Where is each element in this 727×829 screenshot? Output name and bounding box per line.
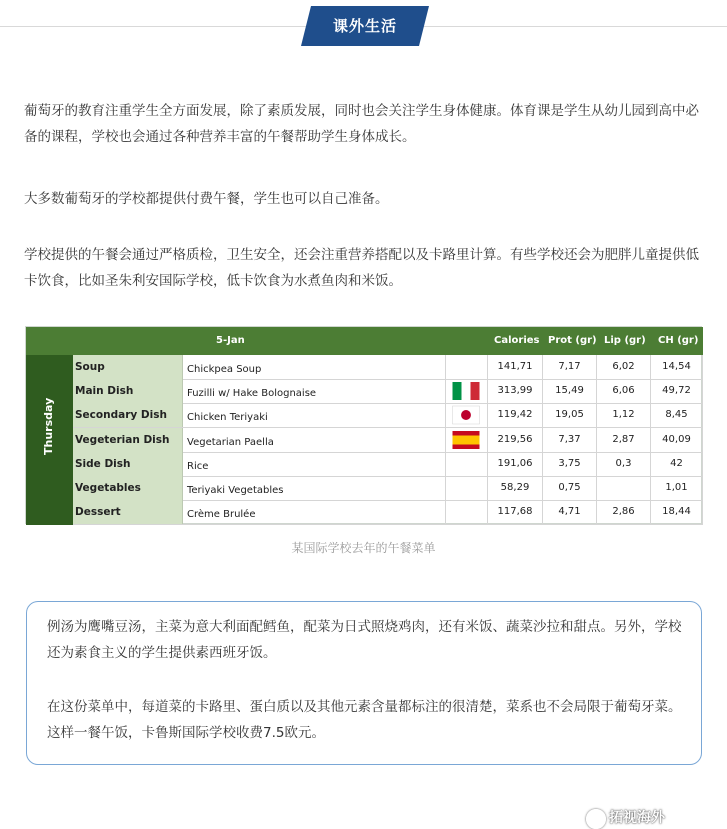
menu-value: 7,17 [543,355,597,379]
menu-row [73,500,703,525]
menu-value: 219,56 [488,428,543,452]
col-lipids: Lip (gr) [604,335,646,346]
menu-value: 313,99 [488,379,543,403]
menu-value: 6,02 [597,355,651,379]
menu-dish: Chickpea Soup [187,364,262,375]
paragraph-2: 大多数葡萄牙的学校都提供付费午餐，学生也可以自己准备。 [24,191,389,207]
flag-cell [445,428,488,452]
flag-cell [445,379,488,403]
menu-value: 3,75 [543,452,597,476]
menu-value: 141,71 [488,355,543,379]
menu-caption: 某国际学校去年的午餐菜单 [291,541,436,555]
section-header [0,6,727,46]
menu-value: 2,86 [597,500,651,524]
watermark: 拓视海外 [609,810,665,826]
menu-value [597,476,651,500]
menu-value: 42 [651,452,703,476]
flag-cell [445,355,488,379]
menu-category: Vegetables [73,476,183,500]
day-column [26,355,73,525]
flag-cell [445,476,488,500]
menu-value: 191,06 [488,452,543,476]
menu-value: 40,09 [651,428,703,452]
col-protein: Prot (gr) [548,335,597,346]
menu-value: 0,75 [543,476,597,500]
menu-value: 15,49 [543,379,597,403]
menu-category: Soup [73,355,183,379]
menu-dish: Chicken Teriyaki [187,412,268,424]
menu-header-row [26,327,703,355]
menu-value: 8,45 [651,403,703,427]
note-box [26,601,702,765]
section-title: 课外生活 [332,17,397,35]
menu-value: 119,42 [488,403,543,427]
flag-cell [445,403,488,427]
menu-category: Side Dish [73,452,183,476]
menu-row [73,428,703,453]
menu-value: 7,37 [543,428,597,452]
menu-row [73,355,703,380]
menu-value: 14,54 [651,355,703,379]
menu-row [73,403,703,428]
menu-row [73,452,703,477]
note-paragraph-2: 在这份菜单中，每道菜的卡路里、蛋白质以及其他元素含量都标注的很清楚，菜系也不会局限于葡萄牙菜。这样一餐午饭，卡鲁斯国际学校收费7.5欧元。 [47,699,682,741]
menu-value: 1,01 [651,476,703,500]
day-label: Thursday [42,397,55,455]
col-carbs: CH (gr) [658,335,699,346]
menu-value: 58,29 [488,476,543,500]
menu-value: 18,44 [651,500,703,524]
menu-dish: Crème Brulée [187,509,256,521]
menu-category: Secondary Dish [73,403,183,427]
menu-dish: Rice [187,460,209,472]
menu-dish: Fuzilli w/ Hake Bolognaise [187,388,317,400]
menu-category: Vegeterian Dish [73,428,183,452]
menu-value: 49,72 [651,379,703,403]
menu-value: 6,06 [597,379,651,403]
paragraph-1: 葡萄牙的教育注重学生全方面发展，除了素质发展，同时也会关注学生身体健康。体育课是学生从幼儿园到高中必备的课程，学校也会通过各种营养丰富的午餐帮助学生身体成长。 [24,103,699,145]
menu-value: 2,87 [597,428,651,452]
menu-value: 1,12 [597,403,651,427]
menu-value: 4,71 [543,500,597,524]
menu-category: Main Dish [73,379,183,403]
menu-dish: Teriyaki Vegetables [187,485,284,496]
menu-dish: Vegetarian Paella [187,436,274,448]
menu-value: 19,05 [543,403,597,427]
menu-value: 0,3 [597,452,651,476]
menu-value: 117,68 [488,500,543,524]
menu-date: 5-Jan [216,335,245,346]
flag-cell [445,452,488,476]
menu-category: Dessert [73,500,183,524]
flag-cell [445,500,488,524]
paragraph-3: 学校提供的午餐会通过严格质检，卫生安全，还会注重营养搭配以及卡路里计算。有些学校还会为肥胖儿童提供低卡饮食，比如圣朱利安国际学校，低卡饮食为水煮鱼肉和米饭。 [24,247,699,289]
menu-row [73,379,703,404]
menu-row [73,476,703,501]
col-calories: Calories [494,335,540,346]
note-paragraph-1: 例汤为鹰嘴豆汤，主菜为意大利面配鳕鱼，配菜为日式照烧鸡肉，还有米饭、蔬菜沙拉和甜点。另外，学校还为素食主义的学生提供素西班牙饭。 [47,619,682,661]
watermark-icon [586,809,606,829]
